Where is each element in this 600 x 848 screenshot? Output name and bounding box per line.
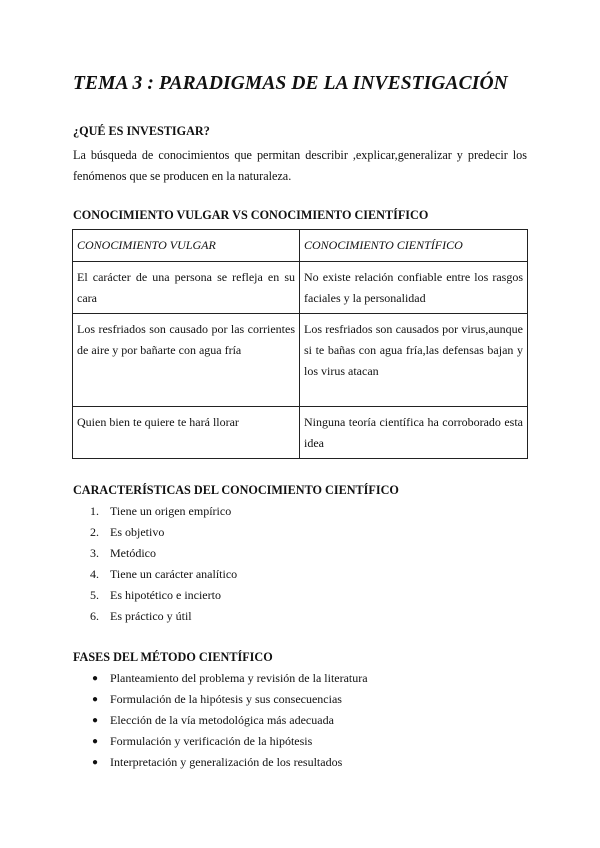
bullet-icon: ● bbox=[92, 715, 99, 726]
list-item-text: Planteamiento del problema y revisión de la literatura bbox=[110, 671, 368, 685]
list-item bbox=[73, 731, 368, 752]
table-cell: No existe relación confiable entre los rasgos faciales y la personalidad bbox=[300, 262, 528, 314]
section-heading-caracteristicas: CARACTERÍSTICAS DEL CONOCIMIENTO CIENTÍFICO bbox=[73, 483, 399, 497]
list-item-text: Es práctico y útil bbox=[110, 609, 192, 623]
list-item bbox=[73, 689, 368, 710]
list-item-text: Elección de la vía metodológica más adecuada bbox=[110, 713, 334, 727]
list-item-text: Es hipotético e incierto bbox=[110, 588, 221, 602]
list-item bbox=[73, 585, 237, 606]
list-item bbox=[73, 501, 237, 522]
list-number: 4. bbox=[90, 567, 99, 581]
table-row bbox=[73, 314, 528, 407]
definition-paragraph: La búsqueda de conocimientos que permitan describir ,explicar,generalizar y predecir los fenómenos que se producen en la naturaleza. bbox=[73, 148, 527, 183]
list-item bbox=[73, 543, 237, 564]
table-row bbox=[73, 407, 528, 459]
section-heading-comparison: CONOCIMIENTO VULGAR VS CONOCIMIENTO CIENTÍFICO bbox=[73, 208, 429, 222]
bullet-icon: ● bbox=[92, 736, 99, 747]
list-number: 1. bbox=[90, 504, 99, 518]
list-item bbox=[73, 564, 237, 585]
phases-list bbox=[73, 668, 368, 773]
bullet-icon: ● bbox=[92, 673, 99, 684]
list-item-text: Formulación de la hipótesis y sus consecuencias bbox=[110, 692, 342, 706]
table-cell: Quien bien te quiere te hará llorar bbox=[73, 407, 300, 459]
list-item-text: Formulación y verificación de la hipótesis bbox=[110, 734, 313, 748]
list-item bbox=[73, 668, 368, 689]
bullet-icon: ● bbox=[92, 757, 99, 768]
list-number: 2. bbox=[90, 525, 99, 539]
list-item bbox=[73, 606, 237, 627]
list-number: 3. bbox=[90, 546, 99, 560]
list-item bbox=[73, 710, 368, 731]
list-item-text: Tiene un origen empírico bbox=[110, 504, 232, 518]
list-item bbox=[73, 752, 368, 773]
list-item-text: Tiene un carácter analítico bbox=[110, 567, 238, 581]
table-header-cientifico: CONOCIMIENTO CIENTÍFICO bbox=[300, 230, 528, 262]
list-number: 6. bbox=[90, 609, 99, 623]
list-item bbox=[73, 522, 237, 543]
bullet-icon: ● bbox=[92, 694, 99, 705]
table-cell: Ninguna teoría científica ha corroborado esta idea bbox=[300, 407, 528, 459]
table-cell: Los resfriados son causados por virus,aunque si te bañas con agua fría,las defensas bajan y los virus atacan bbox=[300, 314, 528, 407]
page-title: TEMA 3 : PARADIGMAS DE LA INVESTIGACIÓN bbox=[73, 73, 508, 94]
list-item-text: Interpretación y generalización de los resultados bbox=[110, 755, 343, 769]
table-header-vulgar: CONOCIMIENTO VULGAR bbox=[73, 230, 300, 262]
table-cell: El carácter de una persona se refleja en su cara bbox=[73, 262, 300, 314]
table-cell: Los resfriados son causado por las corrientes de aire y por bañarte con agua fría bbox=[73, 314, 300, 407]
characteristics-list bbox=[73, 501, 237, 627]
table-row bbox=[73, 262, 528, 314]
section-heading-investigar: ¿QUÉ ES INVESTIGAR? bbox=[73, 124, 210, 138]
list-item-text: Es objetivo bbox=[110, 525, 165, 539]
list-number: 5. bbox=[90, 588, 99, 602]
list-item-text: Metódico bbox=[110, 546, 156, 560]
table-header-row bbox=[73, 230, 528, 262]
section-heading-fases: FASES DEL MÉTODO CIENTÍFICO bbox=[73, 650, 273, 664]
comparison-table bbox=[72, 229, 528, 459]
